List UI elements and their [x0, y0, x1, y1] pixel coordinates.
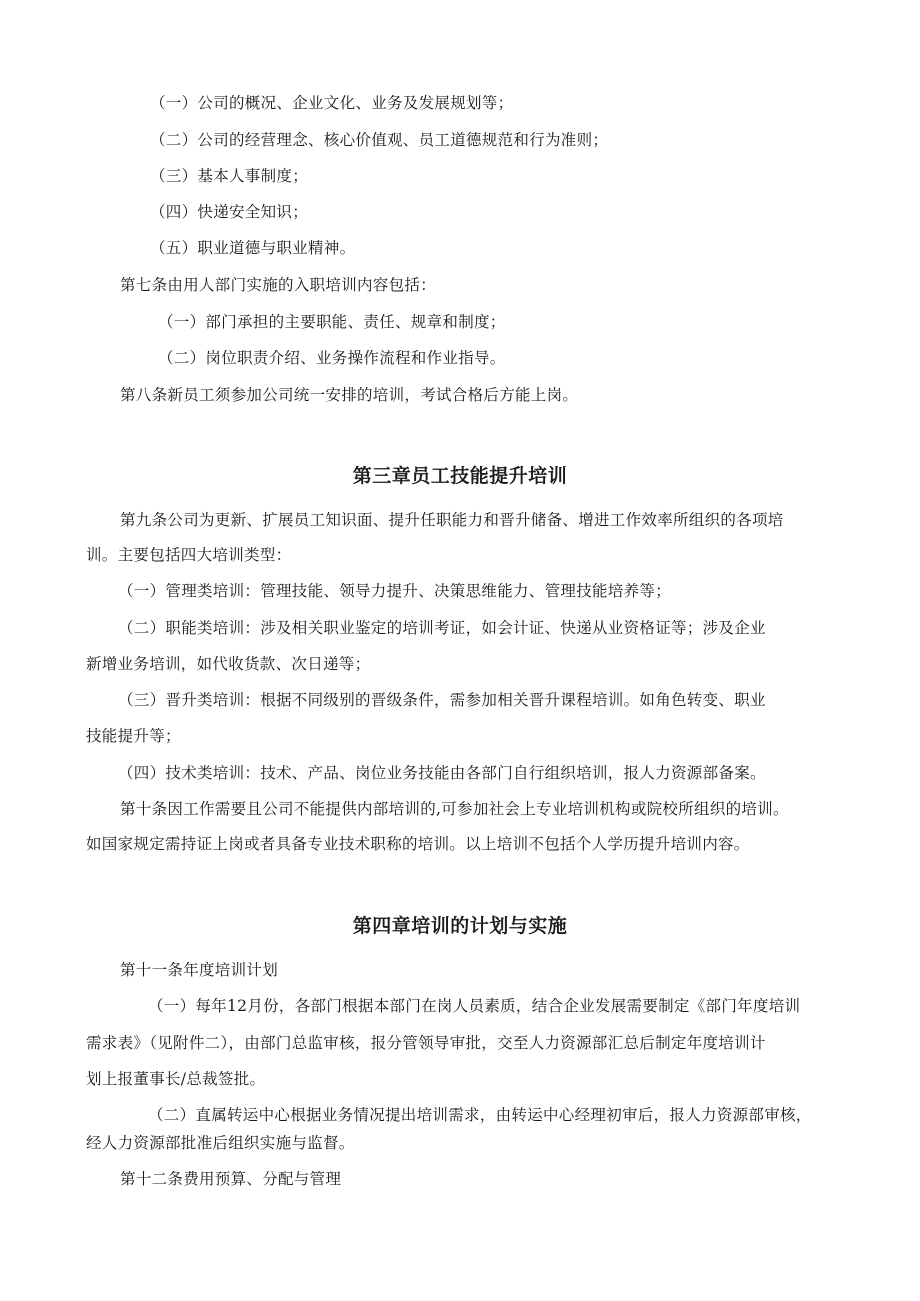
list-item-promotion-training-2: 技能提升等；	[86, 727, 181, 745]
list-item-company-overview: （一）公司的概况、企业文化、业务及发展规划等；	[150, 94, 514, 112]
list-item-job-responsibilities: （二）岗位职责介绍、业务操作流程和作业指导。	[158, 349, 506, 367]
article-11: 第十一条年度培训计划	[120, 961, 279, 979]
article-10-line-2: 如国家规定需持证上岗或者具备专业技术职称的培训。以上培训不包括个人学历提升培训内容。	[86, 835, 750, 853]
annual-plan-line-1: （一）每年12月份，各部门根据本部门在岗人员素质，结合企业发展需要制定《部门年度培训	[148, 997, 801, 1015]
list-item-department-duties: （一）部门承担的主要职能、责任、规章和制度；	[158, 313, 506, 331]
list-item-functional-training-1: （二）职能类培训：涉及相关职业鉴定的培训考证，如会计证、快递从业资格证等；涉及企业	[118, 619, 766, 637]
transfer-center-line-2: 经人力资源部批准后组织实施与监督。	[86, 1134, 355, 1152]
list-item-business-philosophy: （二）公司的经营理念、核心价值观、员工道德规范和行为准则；	[150, 131, 609, 149]
list-item-management-training: （一）管理类培训：管理技能、领导力提升、决策思维能力、管理技能培养等；	[118, 582, 672, 600]
list-item-hr-system: （三）基本人事制度；	[150, 167, 309, 185]
chapter-4-heading: 第四章培训的计划与实施	[352, 915, 568, 937]
article-8: 第八条新员工须参加公司统一安排的培训，考试合格后方能上岗。	[120, 386, 579, 404]
list-item-functional-training-2: 新增业务培训，如代收货款、次日递等；	[86, 655, 371, 673]
article-12: 第十二条费用预算、分配与管理	[120, 1170, 342, 1188]
article-9-line-1: 第九条公司为更新、扩展员工知识面、提升任职能力和晋升储备、增进工作效率所组织的各项培	[120, 511, 784, 529]
article-9-line-2: 训。主要包括四大培训类型：	[86, 546, 292, 564]
list-item-express-safety: （四）快递安全知识；	[150, 203, 309, 221]
transfer-center-line-1: （二）直属转运中心根据业务情况提出培训需求，由转运中心经理初审后，报人力资源部审核，	[148, 1106, 812, 1124]
list-item-promotion-training-1: （三）晋升类培训：根据不同级别的晋级条件，需参加相关晋升课程培训。如角色转变、职业	[118, 691, 766, 709]
list-item-professional-ethics: （五）职业道德与职业精神。	[150, 239, 356, 257]
chapter-3-heading: 第三章员工技能提升培训	[352, 465, 568, 487]
annual-plan-line-2: 需求表》（见附件二），由部门总监审核，报分管领导审批，交至人力资源部汇总后制定年度培训计	[86, 1034, 766, 1052]
list-item-technical-training: （四）技术类培训：技术、产品、岗位业务技能由各部门自行组织培训，报人力资源部备案。	[118, 764, 766, 782]
article-10-line-1: 第十条因工作需要且公司不能提供内部培训的,可参加社会上专业培训机构或院校所组织的培训。	[120, 800, 789, 818]
article-7: 第七条由用人部门实施的入职培训内容包括：	[120, 276, 437, 294]
annual-plan-line-3: 划上报董事长/总裁签批。	[86, 1070, 266, 1088]
